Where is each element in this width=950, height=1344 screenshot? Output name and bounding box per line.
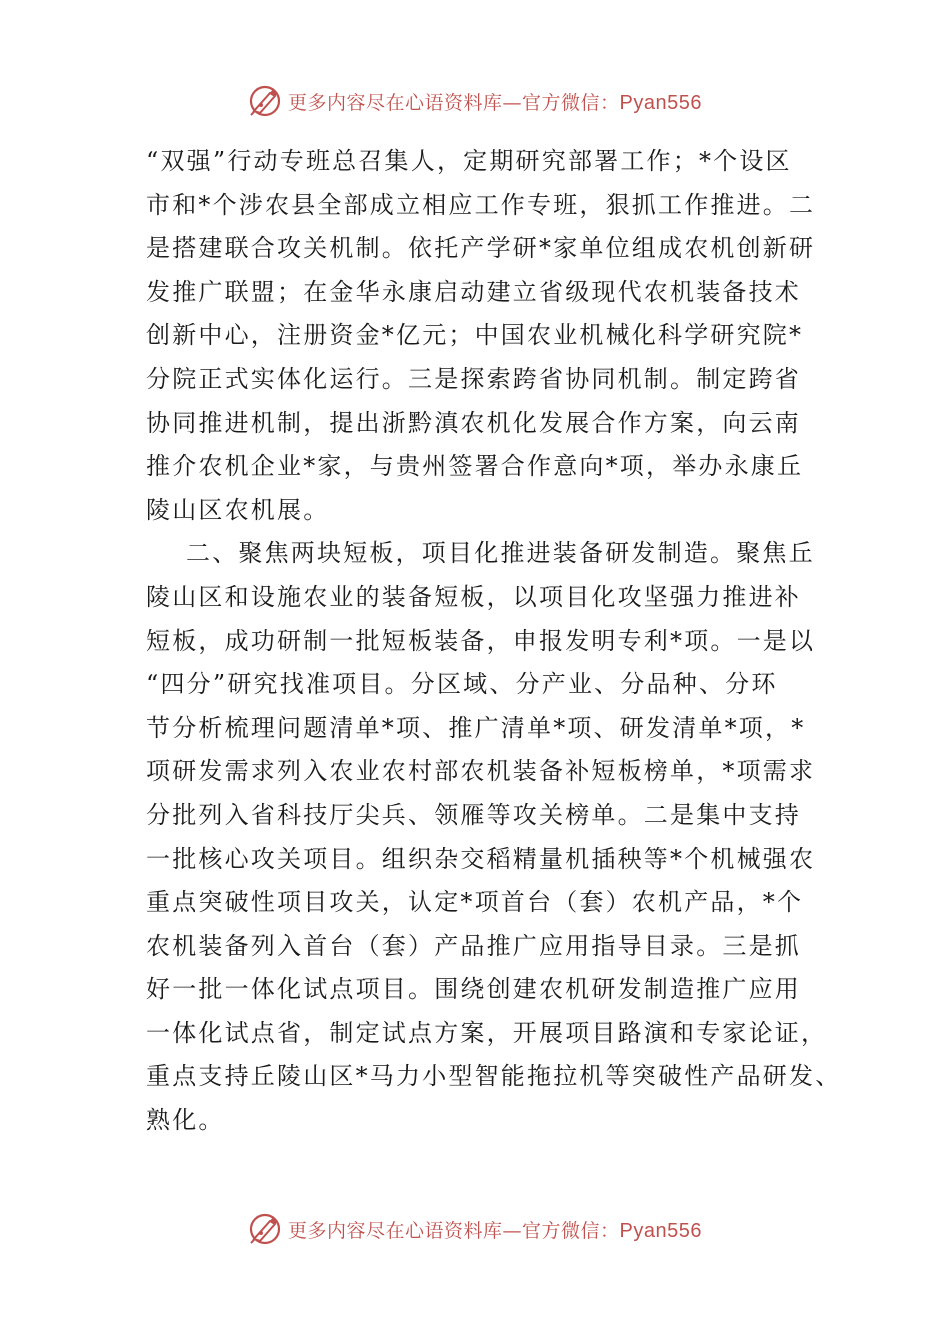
watermark-text: 更多内容尽在心语资料库—官方微信： xyxy=(288,91,620,114)
text-line: 节分析梳理问题清单*项、推广清单*项、研发清单*项，* xyxy=(146,713,806,742)
text-line: 推介农机企业*家，与贵州签署合作意向*项，举办永康丘 xyxy=(146,452,804,481)
pen-nib-circle-icon xyxy=(248,84,282,118)
text-line: 一体化试点省，制定试点方案，开展项目路演和专家论证， xyxy=(146,1018,828,1047)
text-line: 项研发需求列入农业农村部农机装备补短板榜单，*项需求 xyxy=(146,757,816,786)
text-line: 分批列入省科技厅尖兵、领雁等攻关榜单。二是集中支持 xyxy=(146,800,801,829)
text-line: 协同推进机制，提出浙黔滇农机化发展合作方案，向云南 xyxy=(146,408,801,437)
footer-watermark xyxy=(0,1212,950,1246)
watermark-wechat-id: Pyan556 xyxy=(619,1219,702,1242)
text-line: 创新中心，注册资金*亿元；中国农业机械化科学研究院* xyxy=(146,321,804,350)
watermark-text: 更多内容尽在心语资料库—官方微信： xyxy=(288,1219,620,1242)
text-line: 一批核心攻关项目。组织杂交稻精量机插秧等*个机械强农 xyxy=(146,844,816,873)
text-line: 陵山区和设施农业的装备短板，以项目化攻坚强力推进补 xyxy=(146,582,801,611)
text-line: 分院正式实体化运行。三是探索跨省协同机制。制定跨省 xyxy=(146,364,801,393)
text-line: 短板，成功研制一批短板装备，申报发明专利*项。一是以 xyxy=(146,626,816,655)
text-line: 好一批一体化试点项目。围绕创建农机研发制造推广应用 xyxy=(146,975,801,1004)
text-line: 陵山区农机展。 xyxy=(146,495,330,524)
text-line: “双强”行动专班总召集人，定期研究部署工作；*个设区 xyxy=(146,147,792,175)
text-line: “四分”研究找准项目。分区域、分产业、分品种、分环 xyxy=(146,670,778,699)
text-line: 重点突破性项目攻关，认定*项首台（套）农机产品，*个 xyxy=(146,888,804,917)
text-line: 重点支持丘陵山区*马力小型智能拖拉机等突破性产品研发、 xyxy=(146,1062,842,1091)
text-line: 农机装备列入首台（套）产品推广应用指导目录。三是抓 xyxy=(146,931,801,960)
section-heading-line: 二、聚焦两块短板，项目化推进装备研发制造。聚焦丘 xyxy=(186,539,815,568)
pen-nib-circle-icon xyxy=(248,1212,282,1246)
text-line: 是搭建联合攻关机制。依托产学研*家单位组成农机创新研 xyxy=(146,234,816,263)
header-watermark xyxy=(0,84,950,118)
text-line: 发推广联盟；在金华永康启动建立省级现代农机装备技术 xyxy=(146,277,801,306)
watermark-wechat-id: Pyan556 xyxy=(619,91,702,114)
document-body xyxy=(146,140,842,1143)
text-line: 市和*个涉农县全部成立相应工作专班，狠抓工作推进。二 xyxy=(146,190,816,219)
text-line: 熟化。 xyxy=(146,1106,225,1135)
